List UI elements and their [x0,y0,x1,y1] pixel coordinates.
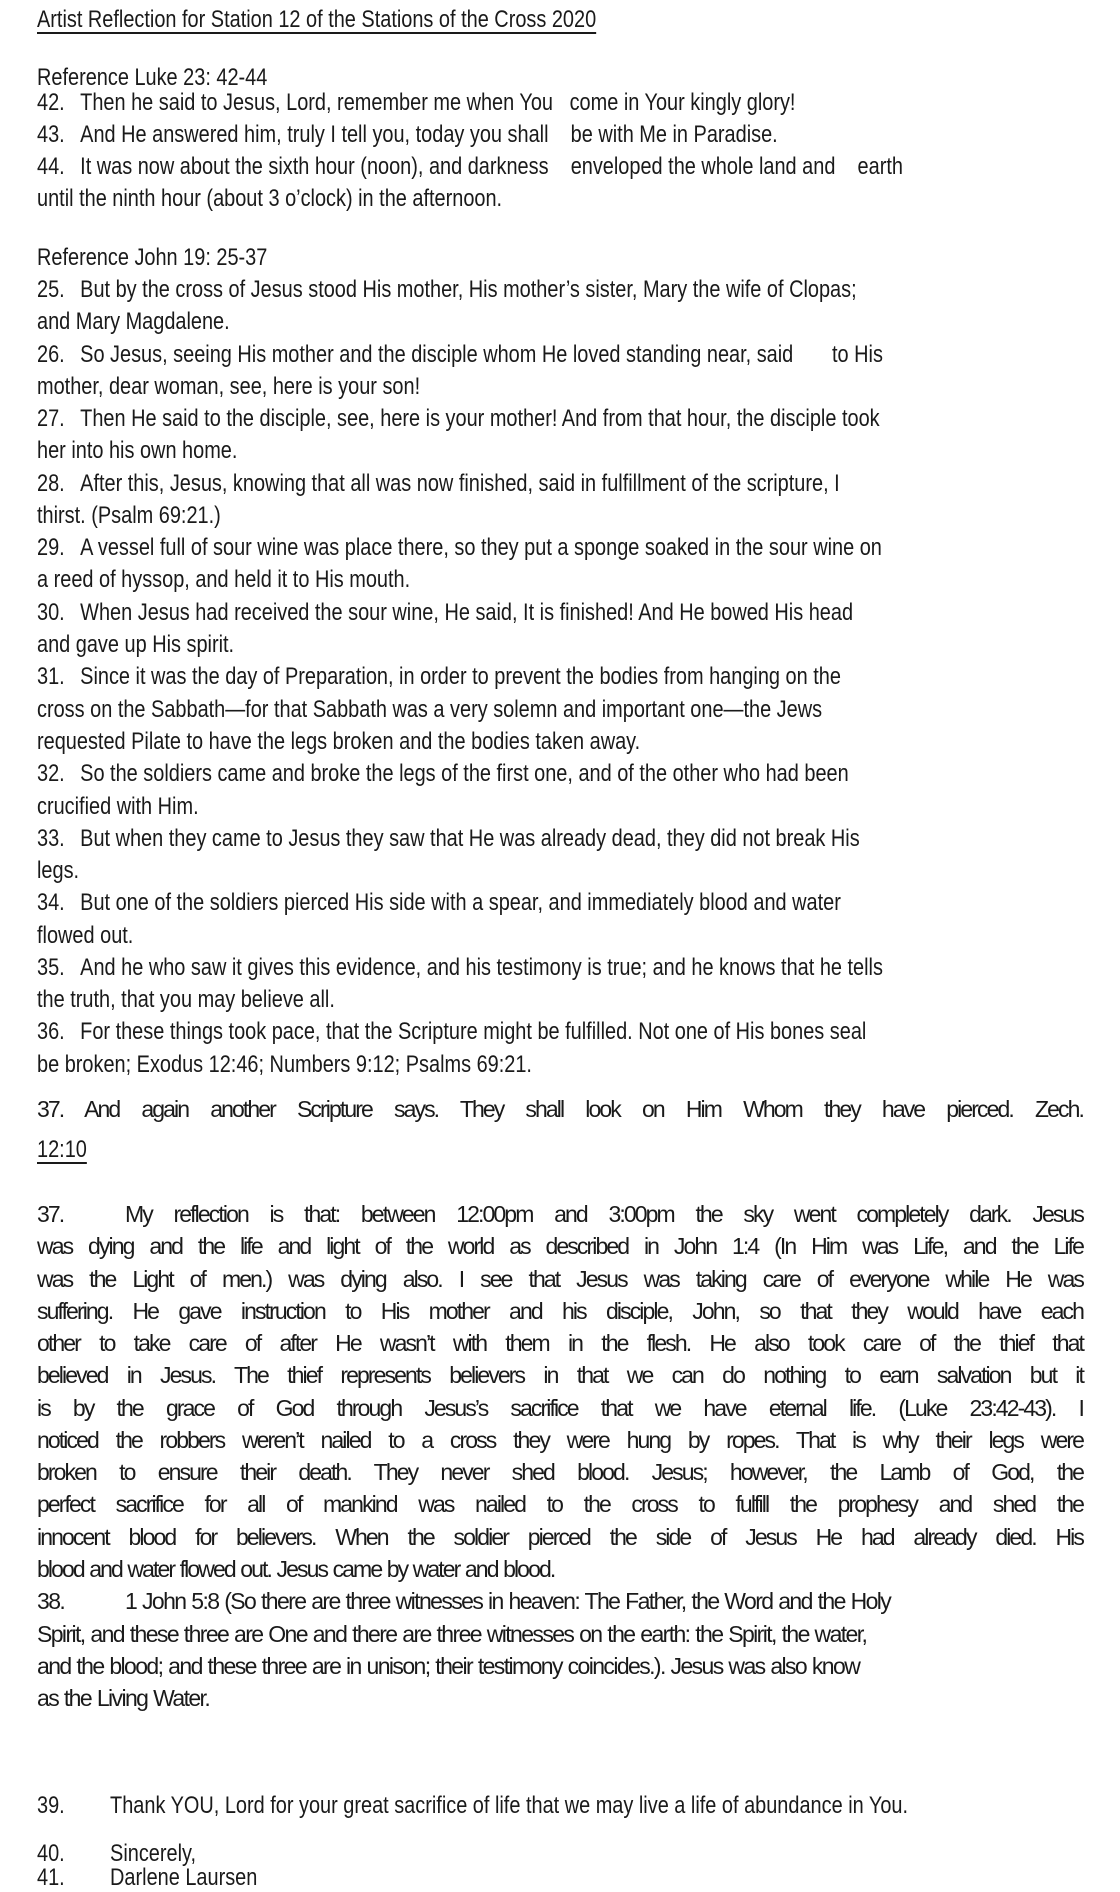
line-text: Spirit, and these three are One and there are three witnesses on the earth: the Spirit, the water, [37,1621,867,1647]
verse-line [37,760,849,788]
reflection-line [37,1587,890,1615]
verse-number: 43. [37,121,65,148]
line-text: legs. [37,857,80,884]
line-text: her into his own home. [37,437,238,464]
line-text: was dying and the life and light of the world as described in John 1:4 (In Him was Life, and the Life [37,1233,1083,1259]
verse-line [37,696,822,724]
reflection-line [37,1265,1083,1293]
paragraph-41 [37,1864,257,1892]
line-text: After this, Jesus, knowing that all was now finished, said in fulfillment of the scripture, I [80,470,840,497]
verse-line [37,922,133,950]
line-text: the truth, that you may believe all. [37,986,335,1013]
line-text: suffering. He gave instruction to His mother and his disciple, John, so that they would have each [37,1298,1083,1324]
verse-line [37,153,903,181]
john-reference-heading: Reference John 19: 25-37 [37,244,268,271]
verse-line [37,185,502,213]
reflection-line [37,1684,209,1712]
line-text: innocent blood for believers. When the soldier pierced the side of Jesus He had already died. His [37,1524,1083,1550]
verse-line [37,1051,532,1079]
paragraph-number: 37. [37,1201,64,1227]
verse-number: 44. [37,153,65,180]
line-text: My reflection is that: between 12:00pm and 3:00pm the sky went completely dark. Jesus [125,1201,1083,1227]
verse-37-text: 37. And again another Scripture says. They shall look on Him Whom they have pierced. Zech. [37,1096,1083,1122]
paragraph-number: 41. [37,1864,65,1891]
verse-number: 25. [37,276,65,303]
line-text: was the Light of men.) was dying also. I see that Jesus was taking care of everyone while He was [37,1266,1083,1292]
paragraph-39 [37,1792,908,1820]
reflection-line [37,1361,1083,1389]
paragraph-number: 40. [37,1840,65,1867]
verse-line [37,276,857,304]
verse-number: 35. [37,954,65,981]
verse-number: 29. [37,534,65,561]
verse-line [37,308,230,336]
line-text: Since it was the day of Preparation, in order to prevent the bodies from hanging on the [80,663,841,690]
line-text: cross on the Sabbath—for that Sabbath was a very solemn and important one—the Jews [37,696,823,723]
line-text: For these things took pace, that the Scripture might be fulfilled. Not one of His bones seal [80,1018,867,1045]
verse-number: 26. [37,341,65,368]
line-text: flowed out. [37,922,134,949]
reflection-line [37,1329,1083,1357]
line-text: But when they came to Jesus they saw that He was already dead, they did not break His [80,825,860,852]
line-text: When Jesus had received the sour wine, He said, It is finished! And He bowed His head [80,599,854,626]
document-title: Artist Reflection for Station 12 of the Stations of the Cross 2020 [37,6,597,33]
verse-number: 34. [37,889,65,916]
paragraph-number: 39. [37,1792,65,1819]
reflection-line [37,1555,554,1583]
verse-line [37,341,883,369]
verse-line [37,631,234,659]
verse-line [37,793,199,821]
line-text: until the ninth hour (about 3 o’clock) in the afternoon. [37,185,503,212]
line-text: Then he said to Jesus, Lord, remember me when You come in Your kingly glory! [80,89,796,116]
verse-line [37,889,841,917]
line-text: blood and water flowed out. Jesus came by water and blood. [37,1556,555,1582]
verse-number: 36. [37,1018,65,1045]
verse-number: 30. [37,599,65,626]
line-text: noticed the robbers weren’t nailed to a cross they were hung by ropes. That is why their legs were [37,1427,1083,1453]
verse-number: 28. [37,470,65,497]
line-text: be broken; Exodus 12:46; Numbers 9:12; Psalms 69:21. [37,1051,532,1078]
line-text: and the blood; and these three are in unison; their testimony coincides.). Jesus was also know [37,1653,860,1679]
line-text: a reed of hyssop, and held it to His mouth. [37,566,411,593]
verse-line [37,534,882,562]
verse-number: 27. [37,405,65,432]
zechariah-reference: 12:10 [37,1136,87,1163]
verse-line [37,470,840,498]
reflection-line [37,1200,1083,1228]
line-text: And he who saw it gives this evidence, and his testimony is true; and he knows that he tells [80,954,883,981]
reflection-line [37,1297,1083,1325]
reflection-line [37,1523,1083,1551]
line-text: It was now about the sixth hour (noon), and darkness enveloped the whole land and earth [80,153,903,180]
line-text: But one of the soldiers pierced His side with a spear, and immediately blood and water [80,889,841,916]
verse-line [37,566,410,594]
verse-37-zechariah [37,1095,1083,1123]
verse-line [37,373,420,401]
verse-line [37,857,79,885]
verse-number: 42. [37,89,65,116]
line-text: thirst. (Psalm 69:21.) [37,502,221,529]
verse-line [37,89,795,117]
verse-line [37,728,640,756]
reflection-line [37,1490,1083,1518]
line-text: And He answered him, truly I tell you, today you shall be with Me in Paradise. [80,121,778,148]
reflection-line [37,1458,1083,1486]
line-text: But by the cross of Jesus stood His mother, His mother’s sister, Mary the wife of Clopas; [80,276,857,303]
line-text: crucified with Him. [37,793,199,820]
closing-text: Sincerely, [110,1840,197,1867]
luke-reference-heading: Reference Luke 23: 42-44 [37,64,268,91]
verse-line [37,663,841,691]
verse-line [37,1018,866,1046]
line-text: and gave up His spirit. [37,631,235,658]
reflection-line [37,1652,859,1680]
thank-you-text: Thank YOU, Lord for your great sacrifice of life that we may live a life of abundance in You. [110,1792,909,1819]
reflection-line [37,1426,1083,1454]
line-text: believed in Jesus. The thief represents believers in that we can do nothing to earn salvation but it [37,1362,1083,1388]
line-text: So Jesus, seeing His mother and the disciple whom He loved standing near, said to His [80,341,883,368]
line-text: broken to ensure their death. They never shed blood. Jesus; however, the Lamb of God, the [37,1459,1083,1485]
verse-line [37,121,778,149]
paragraph-number: 38. [37,1588,65,1614]
line-text: perfect sacrifice for all of mankind was nailed to the cross to fulfill the prophesy and shed the [37,1491,1083,1517]
line-text: requested Pilate to have the legs broken and the bodies taken away. [37,728,641,755]
verse-line [37,599,853,627]
verse-number: 31. [37,663,65,690]
verse-line [37,954,883,982]
verse-line [37,986,335,1014]
verse-number: 33. [37,825,65,852]
verse-line [37,825,860,853]
verse-line [37,405,880,433]
line-text: and Mary Magdalene. [37,308,230,335]
verse-line [37,437,237,465]
line-text: mother, dear woman, see, here is your son! [37,373,421,400]
line-text: A vessel full of sour wine was place there, so they put a sponge soaked in the sour wine on [80,534,882,561]
reflection-line [37,1620,866,1648]
verse-line [37,502,221,530]
line-text: other to take care of after He wasn’t with them in the flesh. He also took care of the thief that [37,1330,1083,1356]
reflection-line [37,1394,1083,1422]
line-text: is by the grace of God through Jesus’s sacrifice that we have eternal life. (Luke 23:42-43). I [37,1395,1083,1421]
reflection-line [37,1232,1083,1260]
signature-name: Darlene Laursen [110,1864,258,1891]
line-text: as the Living Water. [37,1685,210,1711]
line-text: 1 John 5:8 (So there are three witnesses in heaven: The Father, the Word and the Holy [125,1588,891,1614]
line-text: Then He said to the disciple, see, here is your mother! And from that hour, the disciple took [80,405,880,432]
line-text: So the soldiers came and broke the legs of the first one, and of the other who had been [80,760,849,787]
verse-number: 32. [37,760,65,787]
